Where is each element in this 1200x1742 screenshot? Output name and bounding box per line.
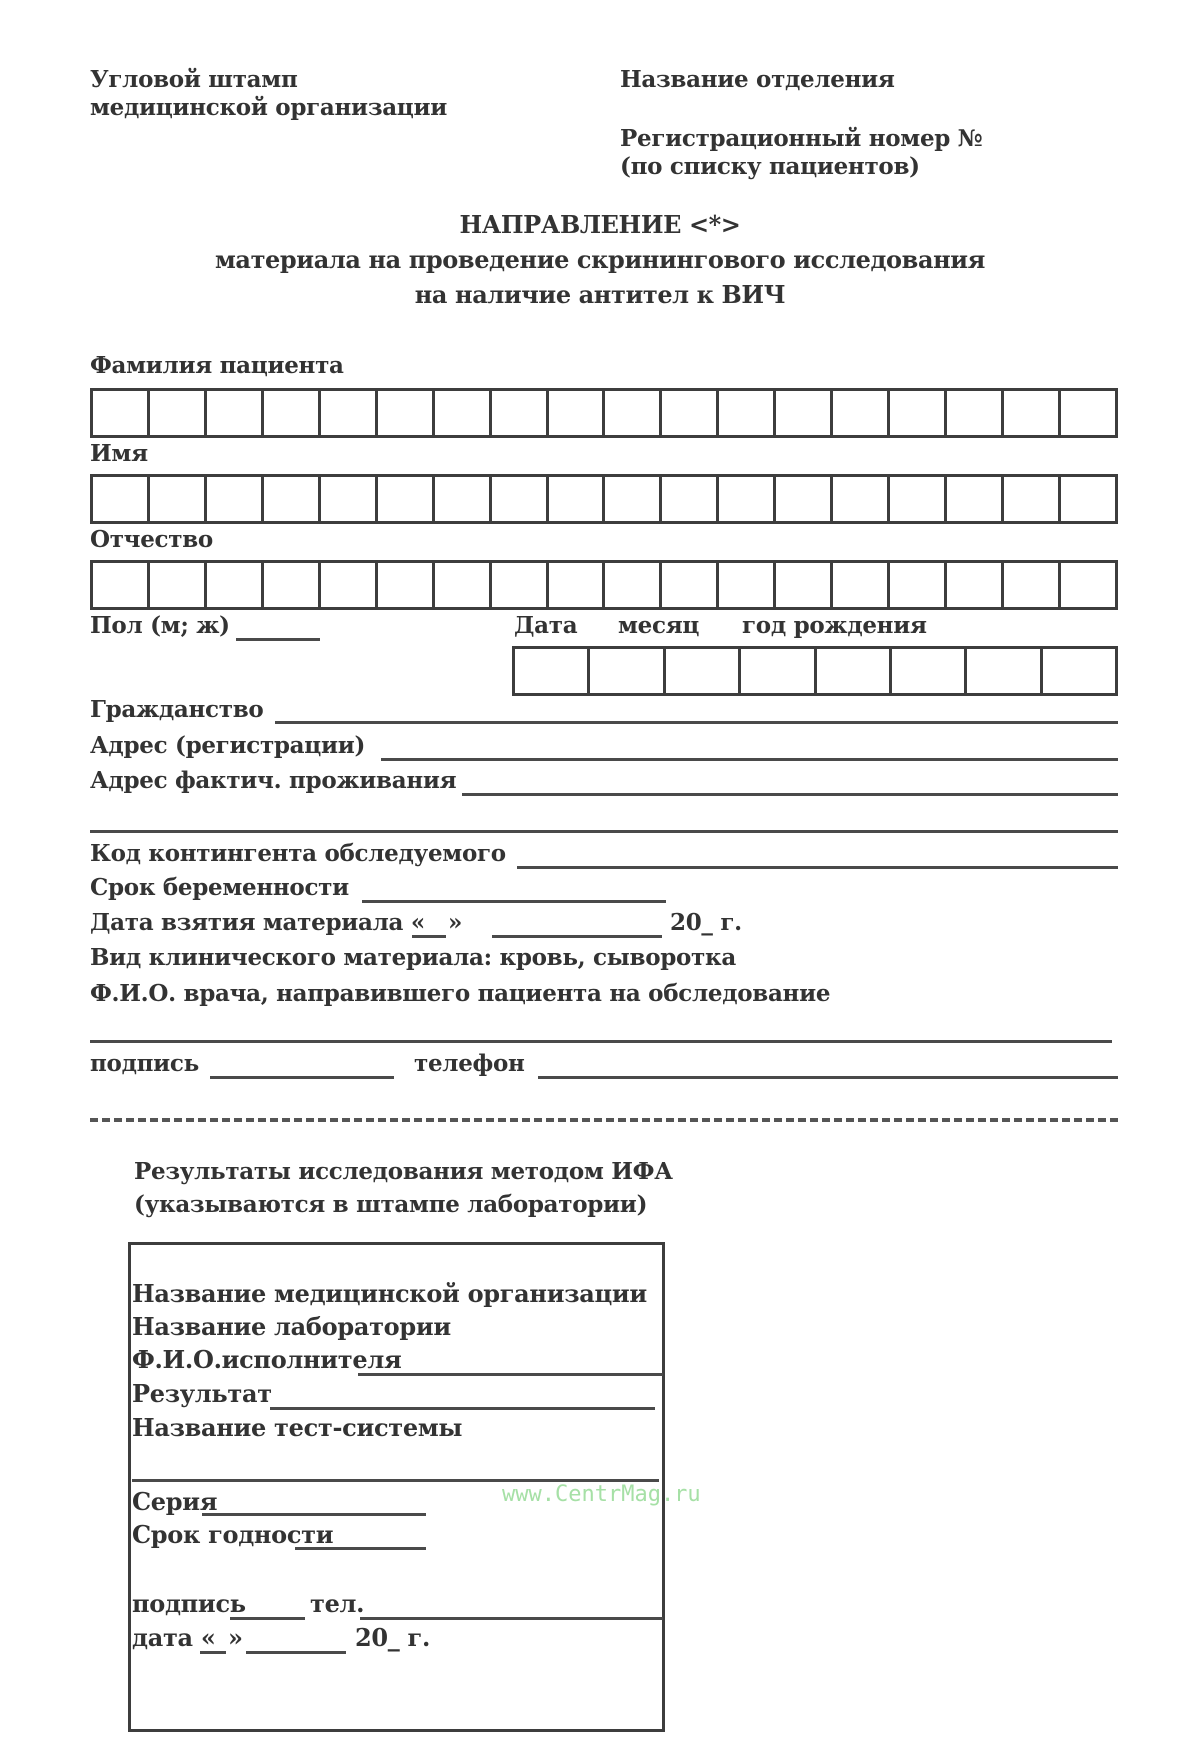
signature-label: подпись xyxy=(90,1050,199,1077)
char-cell[interactable] xyxy=(207,391,264,435)
lab-signature-field[interactable] xyxy=(230,1617,305,1620)
surname-cells[interactable] xyxy=(90,388,1118,438)
result-field[interactable] xyxy=(270,1407,655,1410)
department-name-label: Название отделения xyxy=(620,66,895,93)
char-cell[interactable] xyxy=(890,477,947,521)
char-cell[interactable] xyxy=(833,391,890,435)
name-cells[interactable] xyxy=(90,474,1118,524)
char-cell[interactable] xyxy=(378,563,435,607)
corner-stamp-label: Угловой штамп xyxy=(90,66,298,93)
char-cell[interactable] xyxy=(890,391,947,435)
char-cell[interactable] xyxy=(207,477,264,521)
series-label: Серия xyxy=(132,1487,218,1516)
char-cell[interactable] xyxy=(1004,477,1061,521)
char-cell[interactable] xyxy=(435,391,492,435)
char-cell[interactable] xyxy=(207,563,264,607)
char-cell[interactable] xyxy=(378,391,435,435)
series-field[interactable] xyxy=(202,1513,426,1516)
char-cell[interactable] xyxy=(892,649,967,693)
char-cell[interactable] xyxy=(776,477,833,521)
char-cell[interactable] xyxy=(264,563,321,607)
char-cell[interactable] xyxy=(150,477,207,521)
char-cell[interactable] xyxy=(1061,391,1115,435)
actual-address-field-line2[interactable] xyxy=(90,830,1118,833)
sample-date-quote: » xyxy=(448,909,463,936)
char-cell[interactable] xyxy=(515,649,590,693)
char-cell[interactable] xyxy=(719,563,776,607)
citizenship-field[interactable] xyxy=(275,721,1118,724)
birth-year-label: год рождения xyxy=(742,612,927,639)
watermark: www.CentrMag.ru xyxy=(502,1482,701,1507)
lab-date-year: 20_ г. xyxy=(355,1623,431,1652)
lab-signature-label: подпись xyxy=(132,1589,246,1618)
cut-line xyxy=(90,1118,1118,1122)
lab-date-day-field[interactable] xyxy=(200,1651,226,1654)
char-cell[interactable] xyxy=(492,477,549,521)
doctor-field[interactable] xyxy=(90,1040,1112,1043)
registration-number-note: (по списку пациентов) xyxy=(620,153,920,180)
executor-field[interactable] xyxy=(358,1373,663,1376)
phone-field[interactable] xyxy=(538,1076,1118,1079)
char-cell[interactable] xyxy=(93,477,150,521)
actual-address-field[interactable] xyxy=(462,793,1118,796)
pregnancy-term-field[interactable] xyxy=(362,900,666,903)
lab-name-label: Название лаборатории xyxy=(132,1312,451,1341)
char-cell[interactable] xyxy=(590,649,665,693)
patronymic-cells[interactable] xyxy=(90,560,1118,610)
name-label: Имя xyxy=(90,440,148,467)
actual-address-label: Адрес фактич. проживания xyxy=(90,767,457,794)
char-cell[interactable] xyxy=(662,563,719,607)
document-title: НАПРАВЛЕНИЕ <*> xyxy=(459,210,741,239)
char-cell[interactable] xyxy=(549,391,606,435)
char-cell[interactable] xyxy=(492,391,549,435)
char-cell[interactable] xyxy=(93,391,150,435)
char-cell[interactable] xyxy=(833,563,890,607)
char-cell[interactable] xyxy=(719,391,776,435)
char-cell[interactable] xyxy=(605,391,662,435)
char-cell[interactable] xyxy=(1061,563,1115,607)
phone-label: телефон xyxy=(414,1050,525,1077)
char-cell[interactable] xyxy=(321,563,378,607)
result-label: Результат xyxy=(132,1379,272,1408)
reg-address-field[interactable] xyxy=(381,758,1118,761)
char-cell[interactable] xyxy=(549,477,606,521)
lab-date-month-field[interactable] xyxy=(246,1651,346,1654)
char-cell[interactable] xyxy=(605,477,662,521)
char-cell[interactable] xyxy=(833,477,890,521)
char-cell[interactable] xyxy=(93,563,150,607)
sample-date-year: 20_ г. xyxy=(670,909,742,936)
material-type-text: Вид клинического материала: кровь, сыворотка xyxy=(90,944,736,971)
signature-field[interactable] xyxy=(210,1076,394,1079)
expiry-label: Срок годности xyxy=(132,1520,334,1549)
char-cell[interactable] xyxy=(947,563,1004,607)
char-cell[interactable] xyxy=(150,563,207,607)
char-cell[interactable] xyxy=(605,563,662,607)
corner-stamp-label-line2: медицинской организации xyxy=(90,94,448,121)
char-cell[interactable] xyxy=(967,649,1042,693)
birth-date-cells[interactable] xyxy=(512,646,1118,696)
char-cell[interactable] xyxy=(719,477,776,521)
lab-date-quote: » xyxy=(228,1623,243,1652)
char-cell[interactable] xyxy=(776,391,833,435)
char-cell[interactable] xyxy=(378,477,435,521)
lab-date-prefix: дата « xyxy=(132,1623,216,1652)
char-cell[interactable] xyxy=(435,563,492,607)
char-cell[interactable] xyxy=(947,391,1004,435)
test-system-label: Название тест-системы xyxy=(132,1413,463,1442)
results-heading: Результаты исследования методом ИФА xyxy=(134,1158,673,1185)
doctor-label: Ф.И.О. врача, направившего пациента на обследование xyxy=(90,980,831,1007)
char-cell[interactable] xyxy=(1004,563,1061,607)
char-cell[interactable] xyxy=(890,563,947,607)
sample-date-month-field[interactable] xyxy=(492,935,662,938)
executor-label: Ф.И.О.исполнителя xyxy=(132,1345,402,1374)
char-cell[interactable] xyxy=(1004,391,1061,435)
char-cell[interactable] xyxy=(947,477,1004,521)
sample-date-day-field[interactable] xyxy=(412,935,446,938)
char-cell[interactable] xyxy=(492,563,549,607)
org-name-label: Название медицинской организации xyxy=(132,1279,647,1308)
results-heading-note: (указываются в штампе лаборатории) xyxy=(134,1191,648,1218)
document-subtitle-line2: на наличие антител к ВИЧ xyxy=(414,280,786,309)
patronymic-label: Отчество xyxy=(90,526,213,553)
char-cell[interactable] xyxy=(1061,477,1115,521)
char-cell[interactable] xyxy=(741,649,816,693)
sex-label: Пол (м; ж) xyxy=(90,612,230,639)
document-subtitle-line1: материала на проведение скринингового исследования xyxy=(214,245,985,274)
citizenship-label: Гражданство xyxy=(90,696,264,723)
char-cell[interactable] xyxy=(662,477,719,521)
char-cell[interactable] xyxy=(435,477,492,521)
contingent-code-field[interactable] xyxy=(517,866,1118,869)
birth-month-label: месяц xyxy=(618,612,700,639)
char-cell[interactable] xyxy=(776,563,833,607)
sample-date-prefix: Дата взятия материала « xyxy=(90,909,425,936)
birth-day-label: Дата xyxy=(514,612,578,639)
char-cell[interactable] xyxy=(321,477,378,521)
char-cell[interactable] xyxy=(549,563,606,607)
pregnancy-term-label: Срок беременности xyxy=(90,874,349,901)
expiry-field[interactable] xyxy=(295,1547,426,1550)
reg-address-label: Адрес (регистрации) xyxy=(90,732,366,759)
contingent-code-label: Код контингента обследуемого xyxy=(90,840,506,867)
char-cell[interactable] xyxy=(666,649,741,693)
surname-label: Фамилия пациента xyxy=(90,352,344,379)
registration-number-label: Регистрационный номер № xyxy=(620,125,983,152)
char-cell[interactable] xyxy=(1043,649,1115,693)
char-cell[interactable] xyxy=(817,649,892,693)
lab-phone-field[interactable] xyxy=(360,1617,663,1620)
char-cell[interactable] xyxy=(264,391,321,435)
sex-field[interactable] xyxy=(236,638,320,641)
lab-phone-label: тел. xyxy=(310,1589,365,1618)
char-cell[interactable] xyxy=(150,391,207,435)
char-cell[interactable] xyxy=(264,477,321,521)
char-cell[interactable] xyxy=(321,391,378,435)
char-cell[interactable] xyxy=(662,391,719,435)
